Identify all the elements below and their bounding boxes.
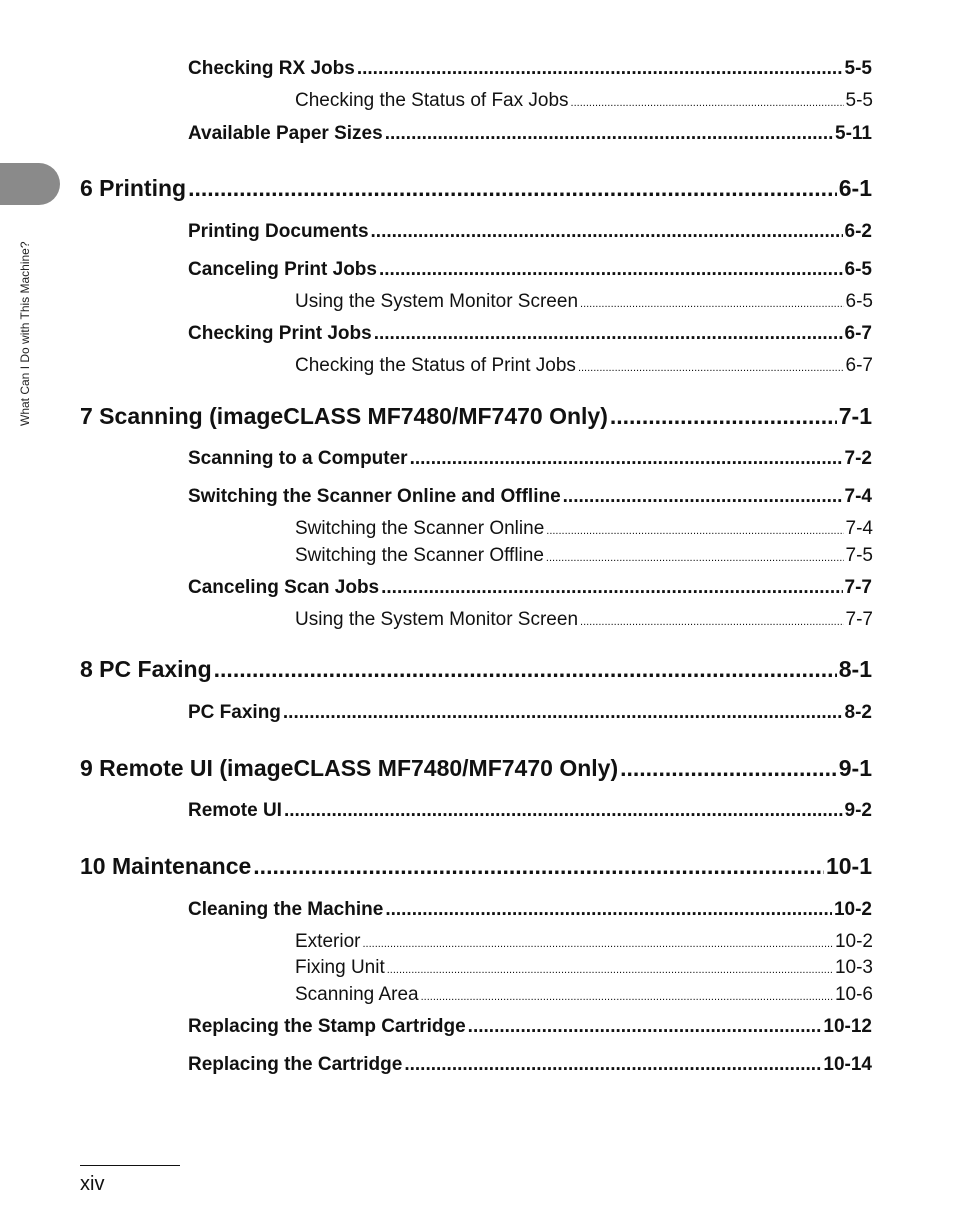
toc-entry-page: 8-1 — [838, 656, 872, 682]
toc-entry-title: Replacing the Cartridge — [188, 1054, 403, 1075]
toc-entry-page: 5-5 — [844, 58, 872, 79]
toc-entry-page: 7-2 — [844, 448, 872, 469]
toc-leader-dots — [385, 123, 833, 145]
toc-leader-dots — [374, 323, 843, 345]
toc-chapter-entry[interactable] — [80, 853, 872, 880]
toc-leader-dots — [421, 991, 833, 1003]
toc-leader-dots — [571, 97, 844, 109]
toc-entry-page: 6-7 — [844, 323, 872, 344]
toc-entry-page: 5-5 — [845, 90, 873, 111]
toc-leader-dots — [410, 448, 843, 470]
toc-entry-title: Scanning to a Computer — [188, 448, 408, 469]
toc-entry-title: 8 PC Faxing — [80, 656, 212, 682]
toc-entry-title: Using the System Monitor Screen — [295, 291, 579, 312]
toc-entry-title: 10 Maintenance — [80, 853, 252, 879]
toc-entry-page: 5-11 — [835, 123, 872, 144]
toc-entry-title: 9 Remote UI (imageCLASS MF7480/MF7470 Only) — [80, 755, 619, 781]
toc-entry-page: 10-2 — [833, 899, 872, 920]
toc-leader-dots — [371, 221, 843, 243]
toc-entry[interactable] — [188, 259, 872, 281]
toc-entry[interactable] — [188, 702, 872, 724]
toc-entry-title: Replacing the Stamp Cartridge — [188, 1016, 466, 1037]
toc-entry-page: 10-12 — [823, 1016, 872, 1037]
toc-chapter-entry[interactable] — [80, 656, 872, 683]
toc-entry-title: 6 Printing — [80, 175, 187, 201]
toc-entry[interactable] — [295, 545, 873, 567]
toc-entry-title: Fixing Unit — [295, 957, 385, 978]
toc-entry-title: Scanning Area — [295, 984, 419, 1005]
toc-entry[interactable] — [188, 1016, 872, 1038]
toc-entry[interactable] — [295, 355, 873, 377]
toc-chapter-entry[interactable] — [80, 755, 872, 782]
toc-entry-title: Canceling Scan Jobs — [188, 577, 380, 598]
sidebar-chapter-label: What Can I Do with This Machine? — [18, 241, 32, 426]
toc-entry[interactable] — [295, 90, 873, 112]
toc-leader-dots — [188, 175, 837, 202]
toc-leader-dots — [284, 800, 843, 822]
toc-leader-dots — [620, 755, 837, 782]
toc-entry[interactable] — [188, 123, 872, 145]
toc-entry-title: PC Faxing — [188, 702, 281, 723]
toc-entry-title: Cleaning the Machine — [188, 899, 384, 920]
toc-entry-title: Checking RX Jobs — [188, 58, 355, 79]
toc-leader-dots — [214, 656, 837, 683]
toc-entry[interactable] — [188, 323, 872, 345]
toc-leader-dots — [379, 259, 843, 281]
toc-leader-dots — [468, 1016, 822, 1038]
toc-entry[interactable] — [188, 58, 872, 80]
toc-leader-dots — [546, 525, 843, 537]
toc-entry-page: 10-14 — [823, 1054, 872, 1075]
toc-entry-title: Remote UI — [188, 800, 282, 821]
toc-entry-page: 7-7 — [844, 577, 872, 598]
toc-chapter-entry[interactable] — [80, 175, 872, 202]
toc-entry[interactable] — [188, 577, 872, 599]
toc-leader-dots — [610, 403, 837, 430]
toc-entry-page: 7-7 — [845, 609, 873, 630]
toc-leader-dots — [387, 964, 833, 976]
toc-entry-page: 7-1 — [838, 403, 872, 429]
toc-leader-dots — [563, 486, 843, 508]
toc-leader-dots — [578, 362, 844, 374]
toc-leader-dots — [362, 938, 833, 950]
toc-entry-page: 9-1 — [838, 755, 872, 781]
toc-entry-title: Printing Documents — [188, 221, 369, 242]
toc-entry-title: Using the System Monitor Screen — [295, 609, 579, 630]
toc-entry-title: Checking the Status of Print Jobs — [295, 355, 576, 376]
toc-entry[interactable] — [188, 486, 872, 508]
toc-entry[interactable] — [188, 1054, 872, 1076]
toc-entry-page: 10-1 — [825, 853, 872, 879]
toc-entry-page: 7-4 — [844, 486, 872, 507]
toc-leader-dots — [385, 899, 832, 921]
toc-entry-page: 10-3 — [834, 957, 873, 978]
toc-leader-dots — [580, 616, 844, 628]
toc-entry-page: 10-6 — [834, 984, 873, 1005]
toc-entry[interactable] — [188, 800, 872, 822]
toc-entry-title: 7 Scanning (imageCLASS MF7480/MF7470 Only) — [80, 403, 608, 429]
page-number: xiv — [80, 1173, 105, 1195]
toc-entry-page: 7-4 — [845, 518, 873, 539]
toc-entry[interactable] — [295, 931, 873, 953]
toc-entry-page: 9-2 — [844, 800, 872, 821]
toc-entry[interactable] — [295, 518, 873, 540]
toc-chapter-entry[interactable] — [80, 403, 872, 430]
toc-entry-page: 8-2 — [844, 702, 872, 723]
toc-entry[interactable] — [188, 899, 872, 921]
toc-entry[interactable] — [295, 984, 873, 1006]
toc-leader-dots — [404, 1054, 821, 1076]
toc-entry-page: 6-2 — [844, 221, 872, 242]
toc-entry-page: 6-5 — [845, 291, 873, 312]
toc-leader-dots — [253, 853, 824, 880]
toc-entry-page: 6-5 — [844, 259, 872, 280]
toc-entry-page: 10-2 — [834, 931, 873, 952]
toc-entry[interactable] — [295, 609, 873, 631]
toc-entry-page: 6-1 — [838, 175, 872, 201]
toc-entry-title: Checking the Status of Fax Jobs — [295, 90, 569, 111]
toc-entry[interactable] — [295, 957, 873, 979]
toc-entry-title: Canceling Print Jobs — [188, 259, 377, 280]
toc-entry-title: Checking Print Jobs — [188, 323, 372, 344]
toc-entry-title: Exterior — [295, 931, 361, 952]
toc-entry-title: Switching the Scanner Online — [295, 518, 545, 539]
toc-entry-title: Switching the Scanner Offline — [295, 545, 544, 566]
toc-leader-dots — [546, 552, 844, 564]
footer-divider — [80, 1165, 180, 1166]
toc-entry[interactable] — [295, 291, 873, 313]
toc-entry-page: 7-5 — [845, 545, 873, 566]
toc-entry-title: Switching the Scanner Online and Offline — [188, 486, 561, 507]
toc-leader-dots — [357, 58, 843, 80]
toc-entry[interactable] — [188, 221, 872, 243]
toc-entry-title: Available Paper Sizes — [188, 123, 383, 144]
toc-entry-page: 6-7 — [845, 355, 873, 376]
toc-leader-dots — [580, 298, 844, 310]
toc-entry[interactable] — [188, 448, 872, 470]
toc-leader-dots — [381, 577, 842, 599]
toc-leader-dots — [283, 702, 843, 724]
